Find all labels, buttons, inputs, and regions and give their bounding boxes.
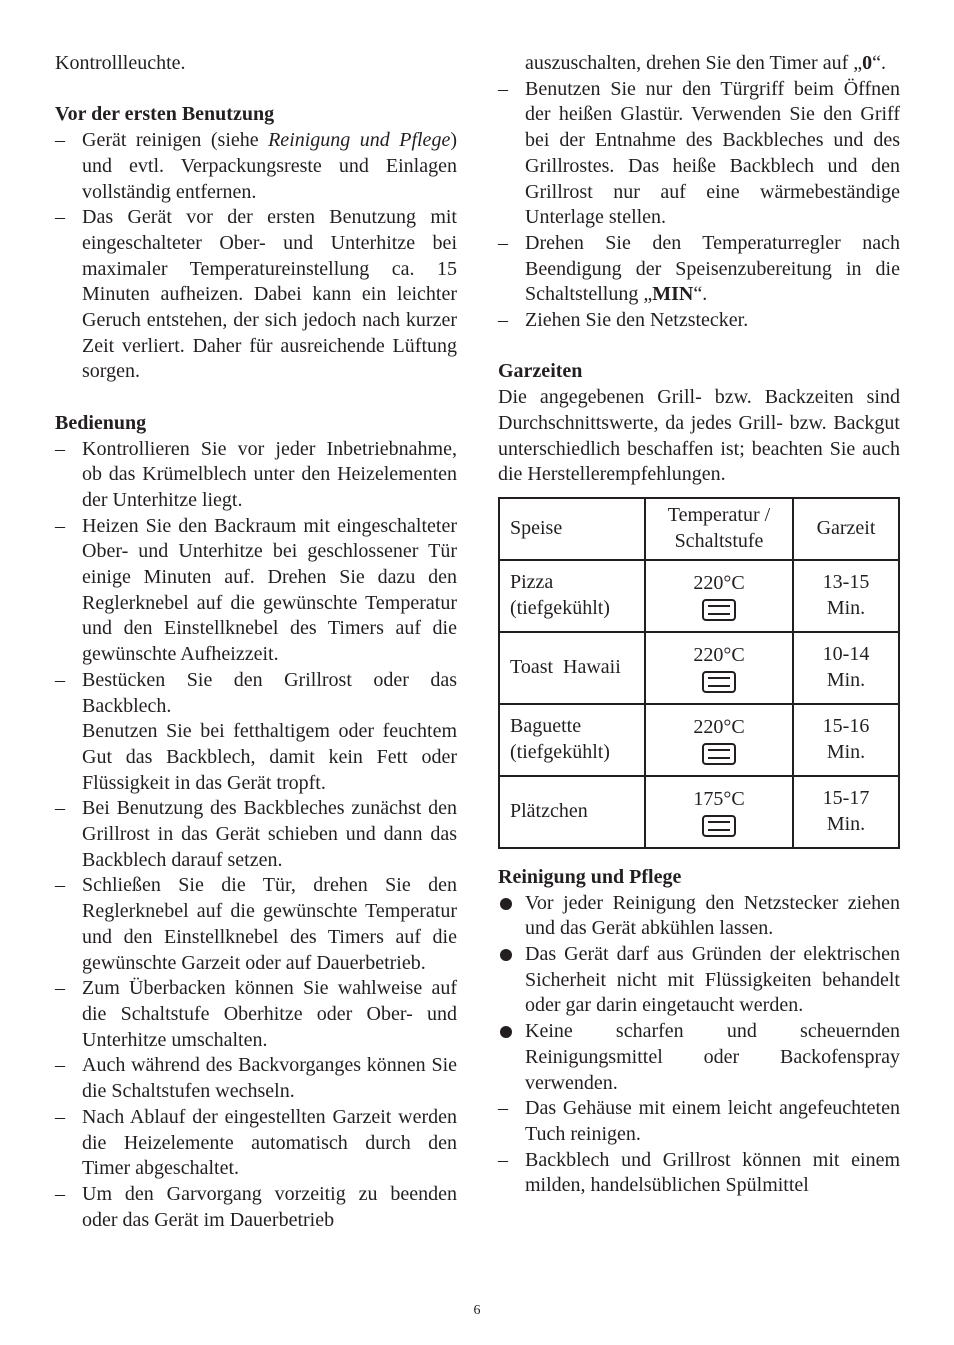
header-speise: Speise [499, 498, 645, 560]
page-number: 6 [473, 1303, 481, 1318]
list-item: – Um den Garvorgang vorzeitig zu beenden oder das Gerät im Dauerbetrieb [55, 1182, 457, 1231]
cell-speise: Baguette (tiefgekühlt) [499, 704, 645, 776]
list-item: – Auch während des Backvorganges können Sie die Schaltstufen wechseln. [55, 1054, 457, 1103]
cell-speise: Toast Hawaii [499, 632, 645, 704]
list-item: – Ziehen Sie den Netzstecker. [498, 309, 749, 332]
table-row [499, 704, 899, 776]
cell-speise: Pizza (tiefgekühlt) [499, 560, 645, 632]
cell-temperatur: 220°C [645, 632, 793, 704]
oven-top-bottom-heat-icon [702, 599, 736, 621]
heading-reinigung-und-pflege: Reinigung und Pflege [498, 865, 682, 888]
table-row [499, 776, 899, 848]
bullet-dot-icon [500, 1026, 512, 1038]
list-item: – Kontrollieren Sie vor jeder Inbetriebnahme, ob das Krümelblech unter den Heizelementen der Unterhitze liegt. [55, 437, 457, 511]
oven-top-bottom-heat-icon [702, 671, 736, 693]
list-item: – Das Gerät vor der ersten Benutzung mit eingeschalteter Ober- und Unterhitze bei maximaler Temperatureinstellung ca. 15 Minuten aufheizen. Dabei kann ein leichter Geruch entstehen, der sich jedoch nach kurzer Zeit verliert. Daher für ausreichende Lüftung sorgen. [55, 206, 457, 383]
list-item: – Benutzen Sie nur den Türgriff beim Öffnen der heißen Glastür. Verwenden Sie den Griff bei der Entnahme des Backbleches und des Grillrostes. Das heiße Backblech und den Grillrost nur auf eine wärmebeständige Unterlage stellen. [498, 77, 900, 229]
table-row [499, 560, 899, 632]
list-item: – Nach Ablauf der eingestellten Garzeit werden die Heizelemente automatisch durch den Timer abgeschaltet. [55, 1105, 457, 1180]
list-item: – Backblech und Grillrost können mit einem milden, handelsüblichen Spülmittel [498, 1148, 900, 1197]
header-garzeit: Garzeit [793, 498, 899, 560]
heading-garzeiten: Garzeiten [498, 360, 583, 383]
heading-vor-der-ersten-benutzung: Vor der ersten Benutzung [55, 103, 275, 126]
oven-top-bottom-heat-icon [702, 743, 736, 765]
cell-garzeit: 15-17 Min. [793, 776, 899, 848]
list-item: – Bei Benutzung des Backbleches zunächst den Grillrost in das Gerät schieben und dann das Backblech darauf setzen. [55, 797, 457, 871]
cell-temperatur: 220°C [645, 704, 793, 776]
table-row [499, 632, 899, 704]
list-item: – Bestücken Sie den Grillrost oder das Backblech. [55, 668, 457, 717]
left-column [55, 51, 457, 1233]
garzeiten-table [498, 497, 900, 849]
cell-garzeit: 10-14 Min. [793, 632, 899, 704]
header-temperatur: Temperatur / Schaltstufe [645, 498, 793, 560]
bullet-dot-icon [500, 898, 512, 910]
list-item: – Das Gehäuse mit einem leicht angefeuchteten Tuch reinigen. [498, 1097, 900, 1145]
list-item: – Schließen Sie die Tür, drehen Sie den Reglerknebel auf die gewünschte Temperatur und den Einstellknebel des Timers auf die gewünschte Garzeit oder auf Dauerbetrieb. [55, 874, 457, 974]
list-item: – Gerät reinigen (siehe Reinigung und Pflege) und evtl. Verpackungsreste und Einlagen vollständig entfernen. [55, 129, 457, 203]
bullet-dot-icon [500, 949, 512, 961]
cell-garzeit: 13-15 Min. [793, 560, 899, 632]
garzeiten-text: Die angegebenen Grill- bzw. Backzeiten sind Durchschnittswerte, da jedes Grill- bzw. Backgut unterschiedlich beschaffen ist; beachten Sie auch die Herstellerempfehlungen. [498, 386, 900, 486]
cell-temperatur: 220°C [645, 560, 793, 632]
list-item: – Zum Überbacken können Sie wahlweise auf die Schaltstufe Oberhitze oder Ober- und Unterhitze umschalten. [55, 977, 457, 1051]
list-item-continuation: auszuschalten, drehen Sie den Timer auf „0“. [525, 52, 887, 74]
list-item: – Drehen Sie den Temperaturregler nach Beendigung der Speisenzubereitung in die Schaltstellung „MIN“. [498, 231, 900, 306]
cell-garzeit: 15-16 Min. [793, 704, 899, 776]
intro-text: Kontrollleuchte. [55, 52, 186, 74]
cell-speise: Plätzchen [499, 776, 645, 848]
list-item: Keine scharfen und scheuernden Reinigungsmittel oder Backofenspray verwenden. [498, 1019, 900, 1096]
right-column [498, 51, 900, 1199]
heading-bedienung: Bedienung [55, 411, 147, 434]
cell-temperatur: 175°C [645, 776, 793, 848]
list-item-continuation: Benutzen Sie bei fetthaltigem oder feuchtem Gut das Backblech, damit kein Fett oder Flüssigkeit in das Gerät tropft. [82, 720, 457, 794]
list-item: Vor jeder Reinigung den Netzstecker ziehen und das Gerät abkühlen lassen. [498, 891, 900, 942]
table-header-row [499, 498, 899, 560]
list-item: – Heizen Sie den Backraum mit eingeschalteter Ober- und Unterhitze bei geschlossener Tür einige Minuten auf. Drehen Sie dazu den Reglerknebel auf die gewünschte Temperatur und den Einstellknebel des Timers auf die gewünschte Aufheizzeit. [55, 514, 457, 666]
oven-top-bottom-heat-icon [702, 815, 736, 837]
list-item: Das Gerät darf aus Gründen der elektrischen Sicherheit nicht mit Flüssigkeiten behandelt oder gar darin eingetaucht werden. [498, 942, 900, 1019]
